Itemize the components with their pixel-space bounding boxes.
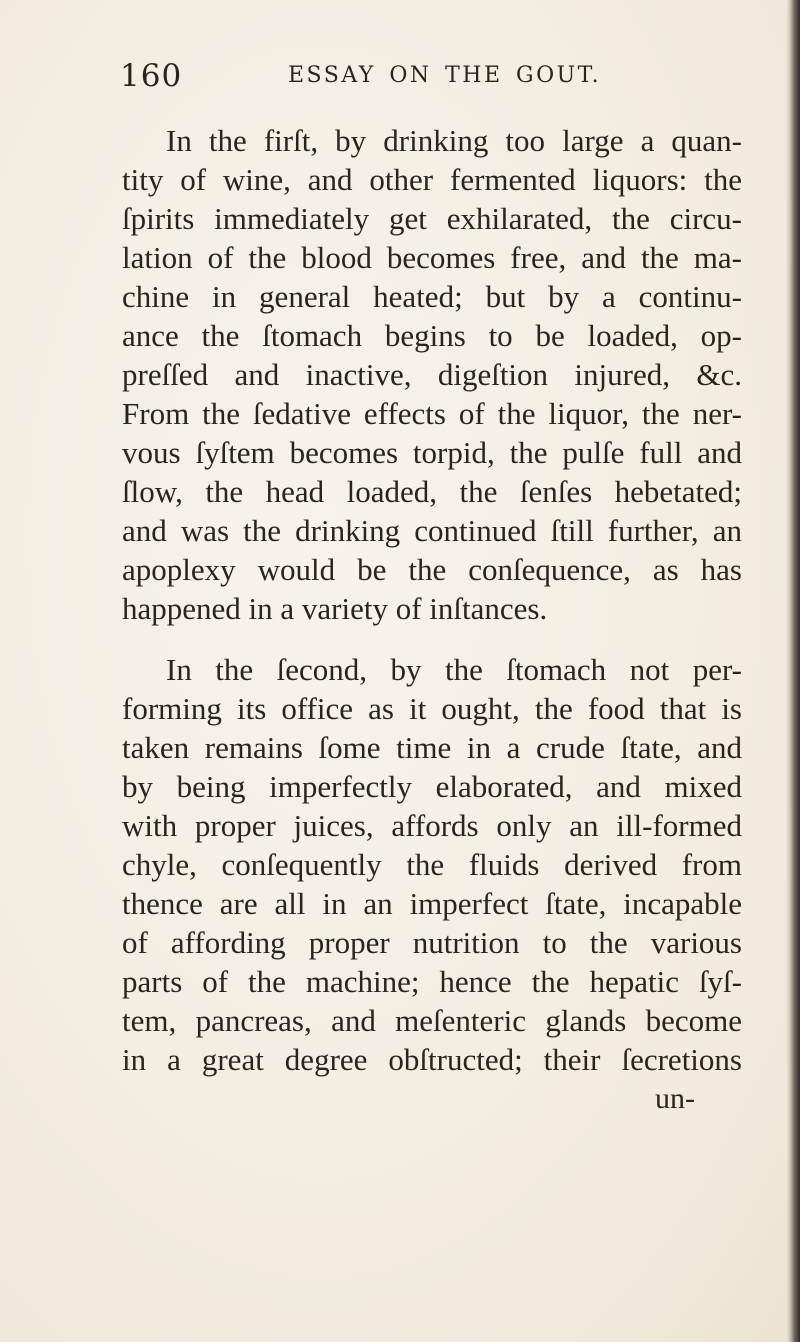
text-line: apoplexy would be the conſequence, as has xyxy=(122,552,742,587)
text-line: and was the drinking continued ſtill further, an xyxy=(122,513,742,548)
text-line: of affording proper nutrition to the various xyxy=(122,925,742,960)
text-line: parts of the machine; hence the hepatic ſyſ- xyxy=(122,964,742,999)
text-line: chine in general heated; but by a continu- xyxy=(122,279,742,314)
page-number: 160 xyxy=(120,58,183,94)
text-line: lation of the blood becomes free, and the ma- xyxy=(122,240,742,275)
text-line: with proper juices, affords only an ill-formed xyxy=(122,808,742,843)
running-title: ESSAY ON THE GOUT. xyxy=(288,63,602,88)
catchword: un- xyxy=(655,1082,695,1115)
page-binding-edge xyxy=(786,0,800,1342)
text-line: thence are all in an imperfect ſtate, incapable xyxy=(122,886,742,921)
text-line: preſſed and inactive, digeſtion injured, &c. xyxy=(122,357,742,392)
text-line: ſpirits immediately get exhilarated, the circu- xyxy=(122,201,742,236)
text-line: In the firſt, by drinking too large a quan- xyxy=(166,123,742,158)
text-line: ſlow, the head loaded, the ſenſes hebetated; xyxy=(122,474,742,509)
text-line: tity of wine, and other fermented liquors: the xyxy=(122,162,742,197)
text-line: in a great degree obſtructed; their ſecretions xyxy=(122,1042,742,1077)
text-line: taken remains ſome time in a crude ſtate, and xyxy=(122,730,742,765)
text-line: tem, pancreas, and meſenteric glands become xyxy=(122,1003,742,1038)
text-line: ance the ſtomach begins to be loaded, op- xyxy=(122,318,742,353)
text-line: chyle, conſequently the fluids derived from xyxy=(122,847,742,882)
text-line: happened in a variety of inſtances. xyxy=(122,591,548,626)
text-line: vous ſyſtem becomes torpid, the pulſe full and xyxy=(122,435,742,470)
page-header xyxy=(120,58,720,98)
text-line: forming its office as it ought, the food that is xyxy=(122,691,742,726)
text-line: In the ſecond, by the ſtomach not per- xyxy=(166,652,742,687)
text-line: From the ſedative effects of the liquor, the ner- xyxy=(122,396,742,431)
text-line: by being imperfectly elaborated, and mixed xyxy=(122,769,742,804)
